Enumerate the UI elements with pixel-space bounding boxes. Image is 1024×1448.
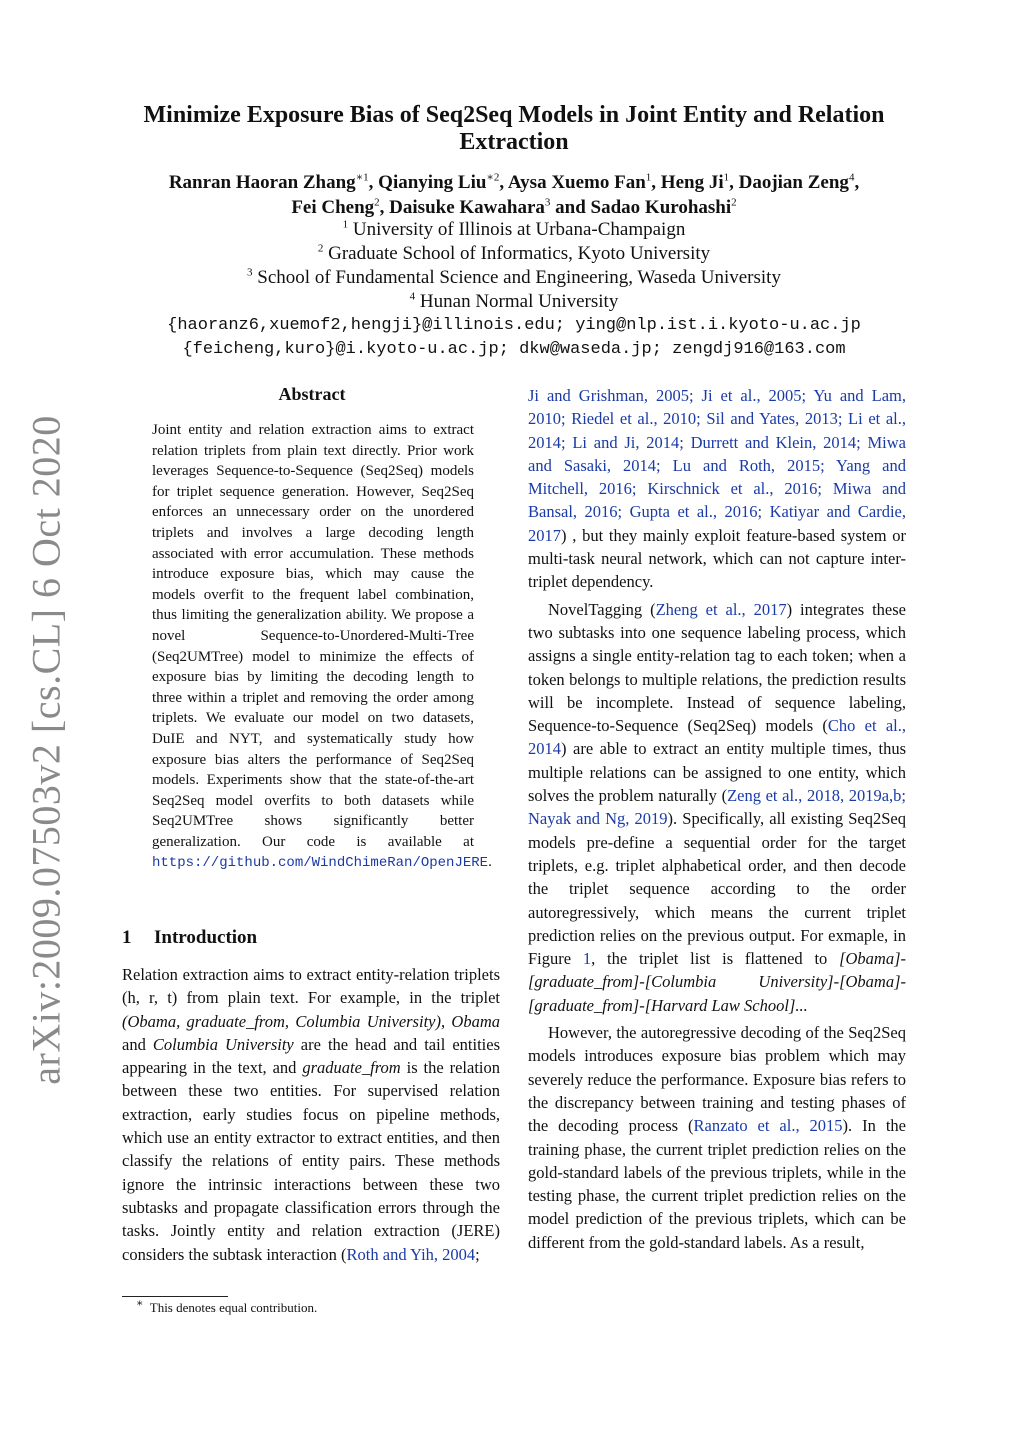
intro-paragraph — [122, 963, 500, 1266]
author-8-sup: 2 — [731, 196, 737, 209]
citation-link[interactable]: Ranzato et al., 2015 — [693, 1116, 843, 1136]
affiliation-4-name: Hunan Normal University — [419, 291, 619, 312]
right-text: ). Specifically, all existing Seq2Seq models pre-define a sequential order for the target triplets, e.g. triplet alphabetical order, and then decode the triplet sequence according to the order autoregressively, which means the current triplet prediction relies on the previous output. For exmaple, in Figure — [528, 809, 906, 969]
paper-title — [110, 102, 918, 156]
affiliation-1-sup: 1 — [342, 218, 349, 231]
arxiv-id: arXiv:2009.07503v2 [cs.CL] 6 Oct 2020 — [23, 415, 69, 1085]
right-text: ) integrates these two subtasks into one sequence labeling process, which assigns a single entity-relation tag to each token; when a token belongs to multiple relations, the prediction results will be incomplete. Instead of sequence labeling, Sequence-to-Sequence (Seq2Seq) models ( — [528, 599, 907, 736]
affiliation-3 — [110, 266, 918, 290]
section-number: 1 — [122, 927, 132, 948]
author-1-sup: ∗1 — [355, 171, 369, 184]
right-text: NovelTagging ( — [548, 599, 656, 619]
citation-link[interactable]: Ji and Grishman, 2005; Ji et al., 2005; Yu and Lam, 2010; Riedel et al., 2010; Sil and Yates, 2013; Li et al., 2014; Li and Ji, 2014; Durrett and Klein, 2014; Miwa and Sasaki, 2014; Lu and Roth, 2015; Yang and Mitchell, 2016; Kirschnick et al., 2016; Miwa and Bansal, 2016; Gupta et al., 2016; Katiyar and Cardie, 2017 — [528, 386, 906, 545]
citation-link[interactable]: Zeng et al., 2018, 2019a,b; Nayak and Ng, 2019 — [528, 786, 906, 829]
author-5: Daojian Zeng — [738, 172, 849, 193]
footnote-mark: ∗ — [136, 1297, 144, 1310]
intro-text-2: , — [440, 1011, 452, 1031]
section-title: Introduction — [154, 927, 258, 948]
right-text: ). In the training phase, the current triplet prediction relies on the gold-standard labels of the previous triplets, while in the testing phase, the current triplet prediction relies on the model prediction of the previous triplets, which can be different from the gold-standard labels. As a result, — [528, 1116, 906, 1252]
right-column — [528, 384, 906, 1254]
abstract-body — [152, 420, 492, 874]
intro-relation: graduate_from — [302, 1058, 401, 1078]
author-line-1: Ranran Haoran Zhang$^{∗1}$, Qianying Liu$^{∗2}$, Aysa Xuemo Fan$^1$, Heng Ji$^1$, Daojian Zeng$^4$, — [168, 171, 860, 193]
affiliation-2-name: Graduate School of Informatics, Kyoto University — [328, 243, 711, 264]
author-and: and — [555, 197, 586, 218]
right-text: However, the autoregressive decoding of the Seq2Seq models introduces exposure bias problem which may severely reduce the performance. Exposure bias refers to the discrepancy between training and testing phases of the decoding process ( — [528, 1023, 906, 1136]
author-1: Ranran Haoran Zhang — [168, 172, 356, 193]
author-5-sup: 4 — [848, 171, 855, 184]
author-2: Qianying Liu — [378, 172, 487, 193]
author-8: Sadao Kurohashi — [590, 197, 732, 218]
right-paragraph-3 — [528, 1021, 906, 1254]
right-paragraph-1 — [528, 384, 906, 594]
right-text: , the triplet list is flattened to — [591, 949, 840, 969]
title-line-1: Minimize Exposure Bias of Seq2Seq Models in Joint Entity and Relation — [143, 102, 885, 128]
intro-text-3: and — [122, 1034, 153, 1054]
author-7-sup: 3 — [544, 196, 551, 209]
section-heading-introduction — [122, 927, 257, 949]
affiliation-2-sup: 2 — [317, 242, 324, 255]
intro-example-triplet: (Obama, graduate_from, Columbia University) — [122, 1011, 441, 1031]
intro-text-6: ; — [475, 1244, 480, 1264]
abstract-end: . — [488, 854, 492, 871]
author-2-sup: ∗2 — [486, 171, 500, 184]
title-line-2: Extraction — [459, 129, 569, 155]
citation-link[interactable]: Roth and Yih, 2004 — [346, 1244, 476, 1264]
affiliation-3-sup: 3 — [247, 266, 253, 279]
citation-link[interactable]: Zheng et al., 2017 — [655, 599, 787, 619]
intro-head-entity: Obama — [451, 1011, 500, 1031]
author-line-2: Fei Cheng$^2$, Daisuke Kawahara$^3$ and Sadao Kurohashi$^2$ — [291, 196, 737, 218]
email-line-2[interactable]: {feicheng,kuro}@i.kyoto-u.ac.jp; dkw@waseda.jp; zengdj916@163.com — [182, 340, 846, 359]
footnote — [136, 1297, 318, 1316]
code-link[interactable]: https://github.com/WindChimeRan/OpenJERE — [152, 855, 489, 872]
intro-tail-entity: Columbia University — [152, 1034, 294, 1054]
affiliation-4-sup: 4 — [409, 290, 416, 303]
footnote-text: This denotes equal contribution. — [149, 1300, 318, 1315]
intro-text-5: is the relation between these two entities. For supervised relation extraction, early studies focus on pipeline methods, which use an entity extractor to extract entities, and then classify the relations of entity pairs. These methods ignore the intrinsic interactions between these two subtasks and propagate classification errors through the tasks. Jointly entity and relation extraction (JERE) considers the subtask interaction ( — [122, 1058, 501, 1264]
author-3-sup: 1 — [645, 171, 652, 184]
right-text: ) are able to extract an entity multiple times, thus multiple relations can be assigned to one entity, which solves the problem naturally ( — [528, 739, 906, 806]
abstract-heading: Abstract — [278, 384, 346, 404]
author-6-sup: 2 — [374, 196, 380, 209]
citation-link[interactable]: Cho et al., 2014 — [528, 716, 906, 759]
triplet-sequence-example: [Obama]-[graduate_from]-[Columbia University]-[Obama]-[graduate_from]-[Harvard Law School]... — [528, 949, 906, 1015]
affiliation-4 — [110, 290, 918, 314]
right-text: ) , but they mainly exploit feature-based system or multi-task neural network, which can not capture inter-triplet dependency. — [528, 525, 906, 592]
author-7: Daisuke Kawahara — [389, 197, 545, 218]
abstract-text: Joint entity and relation extraction aims to extract relation triplets from plain text directly. Prior work leverages Sequence-to-Sequence (Seq2Seq) models for triplet sequence generation. However, Seq2Seq enforces an unnecessary order on the unordered triplets and involves a large decoding length associated with error accumulation. These methods introduce exposure bias, which may cause the models overfit to the frequent label combination, thus limiting the generalization ability. We propose a novel Sequence-to-Unordered-Multi-Tree (Seq2UMTree) model to minimize the effects of exposure bias by limiting the decoding length to three within a triplet and removing the order among triplets. We evaluate our model on two datasets, DuIE and NYT, and systematically study how exposure bias alters the performance of Seq2Seq models. Experiments show that the state-of-the-art Seq2Seq model overfits to both datasets while Seq2UMTree shows significantly better generalization. Our code is available at — [152, 422, 474, 850]
email-line-1[interactable]: {haoranz6,xuemof2,hengji}@illinois.edu; ying@nlp.ist.i.kyoto-u.ac.jp — [167, 316, 861, 335]
affiliation-1-name: University of Illinois at Urbana-Champaign — [352, 219, 686, 240]
author-3: Aysa Xuemo Fan — [507, 172, 646, 193]
emails — [110, 314, 918, 362]
author-4: Heng Ji — [660, 172, 724, 193]
intro-text-1: Relation extraction aims to extract entity-relation triplets (h, r, t) from plain text. For example, in the triplet — [122, 965, 500, 1008]
affiliation-1 — [110, 218, 918, 242]
right-paragraph-2 — [528, 598, 906, 1017]
author-4-sup: 1 — [723, 171, 730, 184]
affiliation-2 — [110, 242, 918, 266]
affiliations — [110, 218, 918, 314]
affiliation-3-name: School of Fundamental Science and Engineering, Waseda University — [257, 267, 781, 288]
author-6: Fei Cheng — [291, 197, 375, 218]
intro-text-4: are the head and tail entities appearing in the text, and — [122, 1034, 500, 1078]
author-list — [110, 170, 918, 220]
figure-link[interactable]: 1 — [582, 949, 592, 969]
arxiv-side-stamp — [16, 415, 76, 1085]
